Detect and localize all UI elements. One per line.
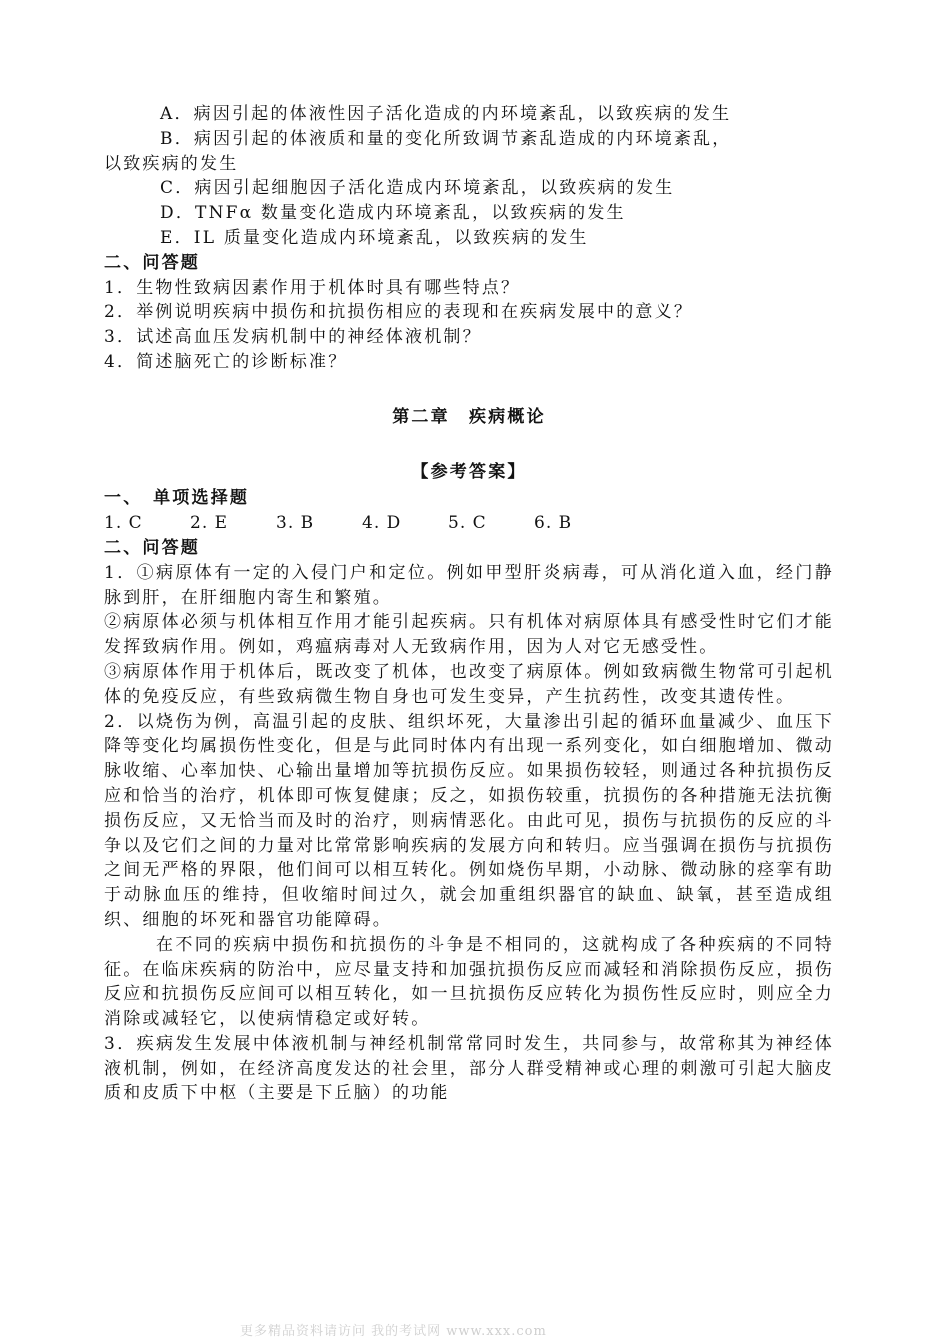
single-choice-answers: [104, 511, 834, 536]
answer-2-para-2: 在不同的疾病中损伤和抗损伤的斗争是不相同的，这就构成了各种疾病的不同特征。在临床疾病的防治中，应尽量支持和加强抗损伤反应而减轻和消除损伤反应，损伤反应和抗损伤反应间可以相互转化，如一旦抗损伤反应转化为损伤性反应时，则应全力消除或减轻它，以使病情稳定或好转。: [104, 934, 834, 1030]
document-page: [104, 102, 834, 1106]
answer-1: 1. C: [104, 513, 143, 534]
qa-heading: 二、问答题: [104, 252, 200, 273]
option-b: B．病因引起的体液质和量的变化所致调节紊乱造成的内环境紊乱，: [160, 128, 732, 149]
option-c: C．病因引起细胞因子活化造成内环境紊乱，以致疾病的发生: [160, 178, 675, 199]
page-footer-watermark: 更多精品资料请访问 我的考试网 www.xxx.com: [240, 1324, 547, 1339]
question-3: 3．试述高血压发病机制中的神经体液机制？: [104, 327, 482, 348]
option-d: D．TNFα 数量变化造成内环境紊乱，以致疾病的发生: [160, 203, 626, 224]
answer-4: 4. D: [362, 513, 402, 534]
answer-2-para-1: 2．以烧伤为例，高温引起的皮肤、组织坏死，大量渗出引起的循环血量减少、血压下降等变化均属损伤性变化，但是与此同时体内有出现一系列变化，如白细胞增加、微动脉收缩、心率加快、心输出量增加等抗损伤反应。如果损伤较轻，则通过各种抗损伤反应和恰当的治疗，机体即可恢复健康；反之，如损伤较重，抗损伤的各种措施无法抗衡损伤反应，又无恰当而及时的治疗，则病情恶化。由此可见，损伤与抗损伤的反应的斗争以及它们之间的力量对比常常影响疾病的发展方向和转归。应当强调在损伤与抗损伤之间无严格的界限，他们间可以相互转化。例如烧伤早期，小动脉、微动脉的痉挛有助于动脉血压的维持，但收缩时间过久，就会加重组织器官的缺血、缺氧，甚至造成组织、细胞的坏死和器官功能障碍。: [104, 711, 834, 930]
answer-3: 3. B: [276, 513, 315, 534]
question-4: 4．简述脑死亡的诊断标准？: [104, 351, 348, 372]
question-2: 2．举例说明疾病中损伤和抗损伤相应的表现和在疾病发展中的意义？: [104, 302, 694, 323]
answers-title: 【参考答案】: [411, 461, 527, 482]
option-a: A．病因引起的体液性因子活化造成的内环境紊乱，以致疾病的发生: [160, 104, 732, 124]
answer-3-para-1: 3．疾病发生发展中体液机制与神经机制常常同时发生，共同参与，故常称其为神经体液机制，例如，在经济高度发达的社会里，部分人群受精神或心理的刺激可引起大脑皮质和皮质下中枢（主要是下丘脑）的功能: [104, 1033, 834, 1104]
answer-2: 2. E: [190, 513, 229, 534]
question-1: 1．生物性致病因素作用于机体时具有哪些特点？: [104, 277, 521, 298]
answer-1-para-2: ②病原体必须与机体相互作用才能引起疾病。只有机体对病原体具有感受性时它们才能发挥致病作用。例如，鸡瘟病毒对人无致病作用，因为人对它无感受性。: [104, 612, 834, 658]
option-e: E．IL 质量变化造成内环境紊乱，以致疾病的发生: [160, 227, 589, 248]
qa-answers-heading: 二、问答题: [104, 537, 200, 558]
answer-5: 5. C: [448, 513, 487, 534]
single-choice-heading: 一、 单项选择题: [104, 488, 250, 509]
answer-6: 6. B: [534, 513, 573, 534]
answer-1-para-1: 1．①病原体有一定的入侵门户和定位。例如甲型肝炎病毒，可从消化道入血，经门静脉到肝，在肝细胞内寄生和繁殖。: [104, 562, 834, 608]
answer-1-para-3: ③病原体作用于机体后，既改变了机体，也改变了病原体。例如致病微生物常可引起机体的免疫反应，有些致病微生物自身也可发生变异，产生抗药性，改变其遗传性。: [104, 661, 834, 707]
chapter-title: 第二章 疾病概论: [392, 406, 546, 427]
option-b-continued: 以致疾病的发生: [104, 153, 239, 174]
